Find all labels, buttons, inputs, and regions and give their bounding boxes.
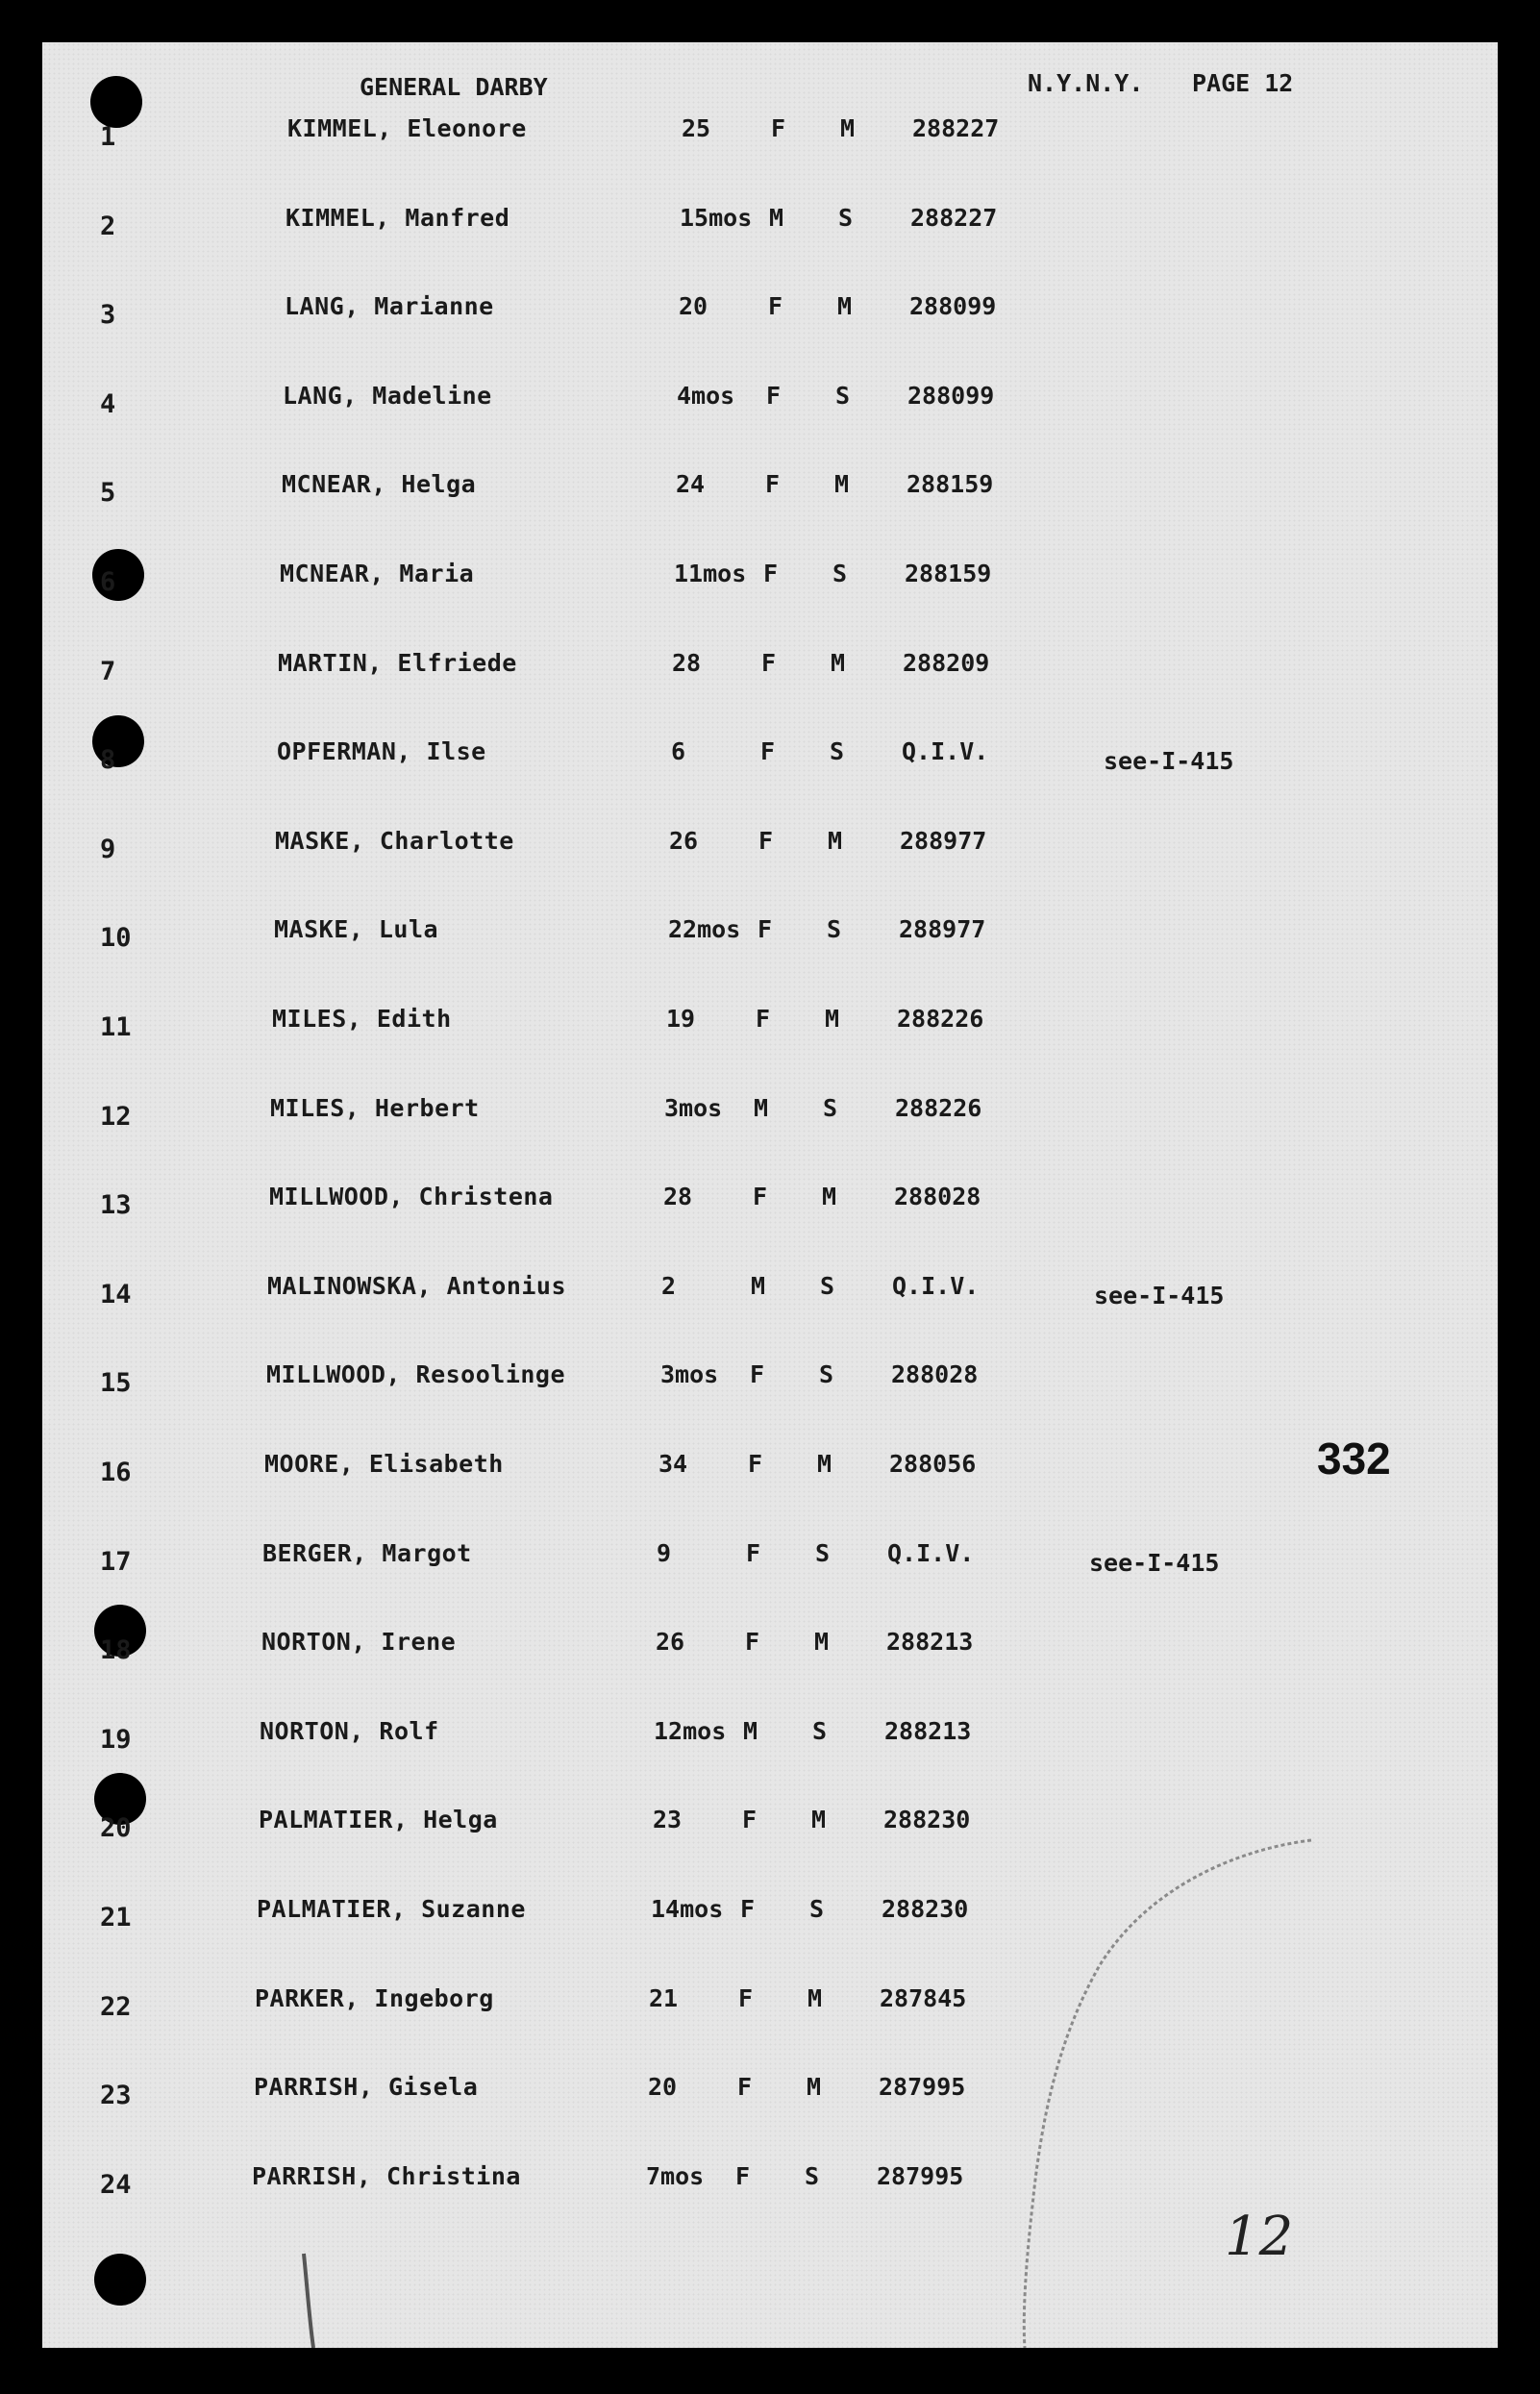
row-name: OPFERMAN, Ilse	[277, 737, 486, 765]
manifest-row	[42, 827, 1498, 915]
row-name: KIMMEL, Manfred	[286, 204, 510, 232]
row-age: 26	[669, 827, 699, 855]
row-name: PARRISH, Christina	[252, 2162, 521, 2190]
row-name: MALINOWSKA, Antonius	[267, 1272, 567, 1300]
row-name: MARTIN, Elfriede	[278, 649, 517, 677]
row-num: 15	[100, 1368, 132, 1398]
row-name: PALMATIER, Suzanne	[257, 1895, 526, 1923]
row-name: MILES, Herbert	[270, 1094, 480, 1122]
row-age: 3mos	[660, 1360, 719, 1388]
manifest-row	[42, 1094, 1498, 1183]
row-num: 20	[100, 1813, 132, 1843]
row-num: 17	[100, 1547, 132, 1577]
port-code: N.Y.N.Y.	[1028, 69, 1144, 97]
row-status: S	[812, 1717, 828, 1745]
row-id: 288226	[897, 1005, 984, 1033]
row-age: 2	[661, 1272, 677, 1300]
punch-hole	[94, 2254, 146, 2306]
row-num: 19	[100, 1725, 132, 1755]
row-status: M	[834, 470, 850, 498]
row-num: 23	[100, 2081, 132, 2110]
row-note: see-I-415	[1089, 1549, 1220, 1577]
row-sex: M	[754, 1094, 769, 1122]
row-name: NORTON, Rolf	[260, 1717, 439, 1745]
row-num: 22	[100, 1992, 132, 2022]
ship-name: GENERAL DARBY	[360, 73, 548, 101]
row-status: M	[831, 649, 846, 677]
stamp-number: 332	[1317, 1434, 1391, 1484]
row-status: S	[823, 1094, 838, 1122]
row-sex: F	[745, 1628, 760, 1656]
row-id: 288159	[907, 470, 994, 498]
row-sex: F	[758, 915, 773, 943]
manifest-row	[42, 1539, 1498, 1628]
manifest-row	[42, 1360, 1498, 1449]
manifest-page	[42, 42, 1498, 2348]
row-age: 6	[671, 737, 686, 765]
row-name: MILLWOOD, Christena	[269, 1183, 554, 1210]
row-num: 8	[100, 745, 116, 775]
row-num: 7	[100, 657, 116, 686]
row-name: PALMATIER, Helga	[259, 1806, 498, 1833]
row-status: S	[835, 382, 851, 410]
row-num: 9	[100, 835, 116, 864]
row-status: M	[817, 1450, 832, 1478]
row-status: M	[807, 1984, 823, 2012]
row-sex: F	[750, 1360, 765, 1388]
row-status: S	[820, 1272, 835, 1300]
row-sex: F	[753, 1183, 768, 1210]
row-age: 14mos	[651, 1895, 724, 1923]
row-num: 3	[100, 300, 116, 330]
row-age: 19	[666, 1005, 696, 1033]
row-age: 23	[653, 1806, 683, 1833]
row-id: Q.I.V.	[902, 737, 989, 765]
row-num: 6	[100, 567, 116, 597]
row-id: 288226	[895, 1094, 982, 1122]
row-num: 13	[100, 1190, 132, 1220]
row-age: 28	[663, 1183, 693, 1210]
row-sex: M	[743, 1717, 758, 1745]
row-status: M	[822, 1183, 837, 1210]
row-id: 288227	[910, 204, 998, 232]
manifest-row	[42, 1717, 1498, 1806]
row-status: S	[832, 560, 848, 587]
manifest-row	[42, 1272, 1498, 1360]
row-age: 34	[658, 1450, 688, 1478]
row-num: 16	[100, 1458, 132, 1487]
row-sex: F	[763, 560, 779, 587]
row-sex: F	[761, 649, 777, 677]
manifest-row	[42, 1005, 1498, 1093]
manifest-row	[42, 470, 1498, 559]
row-num: 21	[100, 1903, 132, 1933]
manifest-row	[42, 1450, 1498, 1538]
handwritten-page-number: 12	[1225, 2206, 1294, 2268]
row-sex: F	[765, 470, 781, 498]
row-name: BERGER, Margot	[262, 1539, 472, 1567]
row-sex: F	[760, 737, 776, 765]
row-name: MASKE, Charlotte	[275, 827, 514, 855]
row-num: 5	[100, 478, 116, 508]
row-status: M	[828, 827, 843, 855]
row-num: 18	[100, 1635, 132, 1665]
row-num: 11	[100, 1012, 132, 1042]
row-age: 28	[672, 649, 702, 677]
row-id: 288977	[900, 827, 987, 855]
row-status: M	[825, 1005, 840, 1033]
row-sex: F	[746, 1539, 761, 1567]
row-id: 288099	[907, 382, 995, 410]
row-id: 288209	[903, 649, 990, 677]
row-id: 288230	[883, 1806, 971, 1833]
row-name: PARRISH, Gisela	[254, 2073, 479, 2101]
row-num: 24	[100, 2170, 132, 2200]
row-num: 10	[100, 923, 132, 953]
row-age: 4mos	[677, 382, 735, 410]
row-sex: F	[766, 382, 782, 410]
row-age: 20	[648, 2073, 678, 2101]
row-id: 288227	[912, 114, 1000, 142]
row-sex: F	[740, 1895, 756, 1923]
row-id: 287995	[879, 2073, 966, 2101]
row-num: 14	[100, 1280, 132, 1309]
row-id: 288159	[905, 560, 992, 587]
row-age: 15mos	[680, 204, 753, 232]
row-id: 288230	[882, 1895, 969, 1923]
row-age: 20	[679, 292, 708, 320]
row-num: 2	[100, 212, 116, 241]
row-status: S	[815, 1539, 831, 1567]
row-name: MILES, Edith	[272, 1005, 452, 1033]
row-age: 9	[657, 1539, 672, 1567]
row-age: 3mos	[664, 1094, 723, 1122]
row-name: NORTON, Irene	[261, 1628, 457, 1656]
row-name: MCNEAR, Helga	[282, 470, 477, 498]
row-sex: M	[751, 1272, 766, 1300]
manifest-row	[42, 204, 1498, 292]
row-sex: F	[771, 114, 786, 142]
row-status: M	[840, 114, 856, 142]
manifest-row	[42, 1984, 1498, 2073]
row-status: M	[837, 292, 853, 320]
manifest-row	[42, 737, 1498, 826]
row-id: 288056	[889, 1450, 977, 1478]
row-name: MOORE, Elisabeth	[264, 1450, 504, 1478]
row-status: M	[814, 1628, 830, 1656]
manifest-row	[42, 1895, 1498, 1983]
row-note: see-I-415	[1094, 1282, 1225, 1309]
row-id: 288099	[909, 292, 997, 320]
row-name: MASKE, Lula	[274, 915, 439, 943]
manifest-row	[42, 2073, 1498, 2161]
row-status: S	[819, 1360, 834, 1388]
manifest-row	[42, 1628, 1498, 1716]
manifest-row	[42, 1183, 1498, 1271]
manifest-row	[42, 292, 1498, 381]
row-num: 4	[100, 389, 116, 419]
row-sex: F	[768, 292, 783, 320]
row-id: Q.I.V.	[887, 1539, 975, 1567]
row-id: 287845	[880, 1984, 967, 2012]
row-sex: F	[735, 2162, 751, 2190]
row-name: PARKER, Ingeborg	[255, 1984, 494, 2012]
row-id: 288213	[884, 1717, 972, 1745]
row-sex: F	[738, 1984, 754, 2012]
row-status: M	[811, 1806, 827, 1833]
row-sex: M	[769, 204, 784, 232]
manifest-row	[42, 1806, 1498, 1894]
row-id: 288028	[891, 1360, 979, 1388]
row-id: Q.I.V.	[892, 1272, 980, 1300]
manifest-row	[42, 114, 1498, 203]
row-note: see-I-415	[1104, 747, 1234, 775]
row-sex: F	[748, 1450, 763, 1478]
row-name: LANG, Marianne	[285, 292, 494, 320]
row-age: 7mos	[646, 2162, 705, 2190]
row-age: 22mos	[668, 915, 741, 943]
row-name: MILLWOOD, Resoolinge	[266, 1360, 566, 1388]
row-sex: F	[737, 2073, 753, 2101]
row-num: 1	[100, 122, 116, 152]
row-status: S	[827, 915, 842, 943]
row-age: 12mos	[654, 1717, 727, 1745]
row-id: 288213	[886, 1628, 974, 1656]
manifest-row	[42, 915, 1498, 1004]
row-sex: F	[756, 1005, 771, 1033]
row-id: 287995	[877, 2162, 964, 2190]
row-status: M	[807, 2073, 822, 2101]
row-status: S	[805, 2162, 820, 2190]
manifest-row	[42, 560, 1498, 648]
manifest-row	[42, 649, 1498, 737]
row-num: 12	[100, 1102, 132, 1132]
row-status: S	[809, 1895, 825, 1923]
manifest-row	[42, 382, 1498, 470]
row-id: 288028	[894, 1183, 981, 1210]
row-name: KIMMEL, Eleonore	[287, 114, 527, 142]
row-age: 24	[676, 470, 706, 498]
row-age: 25	[682, 114, 711, 142]
row-status: S	[830, 737, 845, 765]
row-name: LANG, Madeline	[283, 382, 492, 410]
row-age: 21	[649, 1984, 679, 2012]
row-id: 288977	[899, 915, 986, 943]
row-sex: F	[742, 1806, 758, 1833]
row-name: MCNEAR, Maria	[280, 560, 475, 587]
page-label: PAGE 12	[1192, 69, 1294, 97]
row-age: 26	[656, 1628, 685, 1656]
row-sex: F	[758, 827, 774, 855]
row-status: S	[838, 204, 854, 232]
row-age: 11mos	[674, 560, 747, 587]
